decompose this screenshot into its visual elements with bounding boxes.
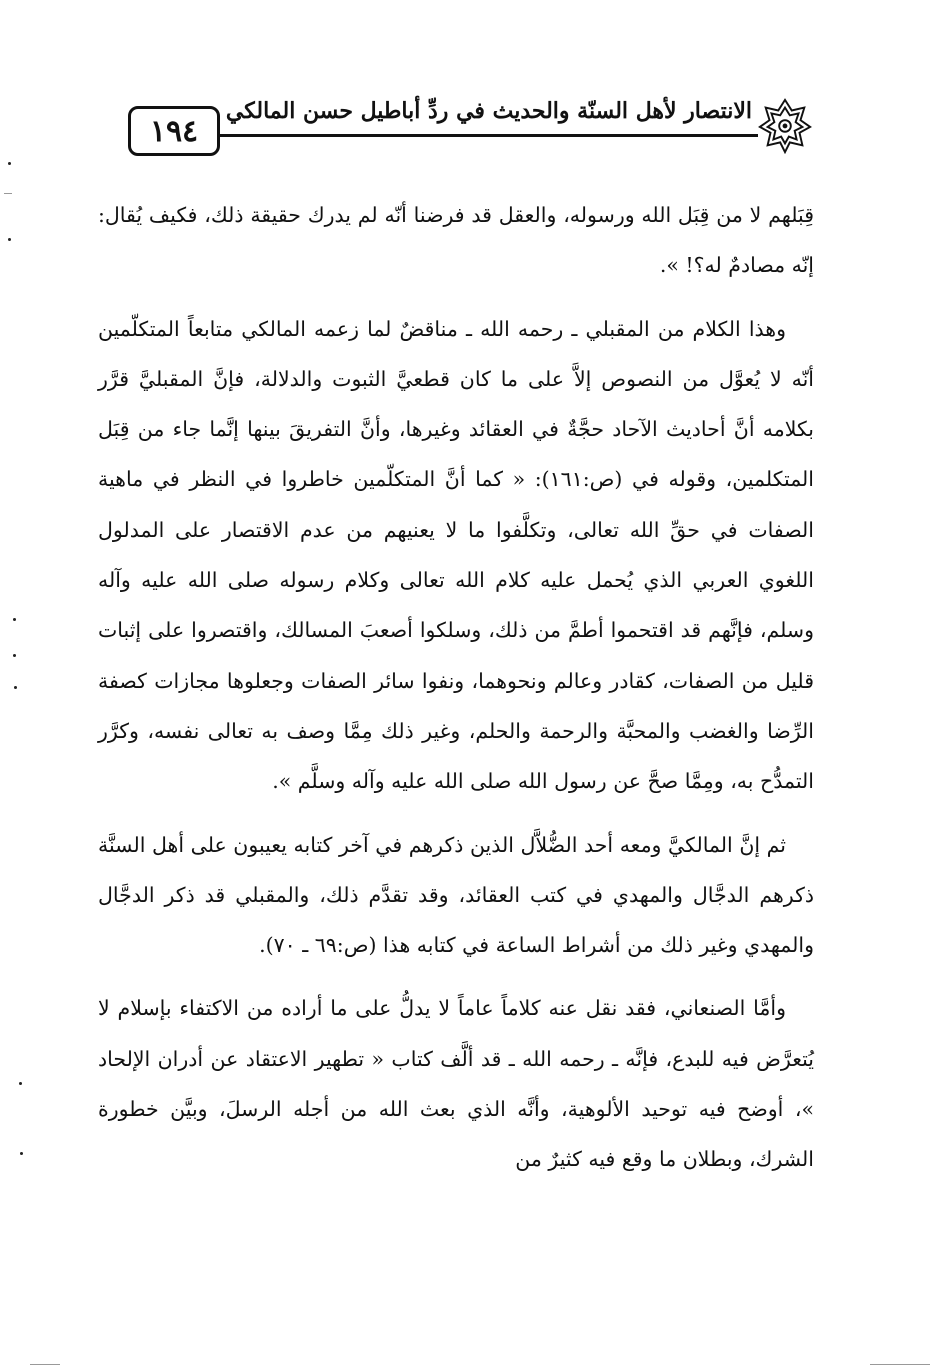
paragraph: وأمَّا الصنعاني، فقد نقل عنه كلاماً عاماً لا يدلُّ على ما أراده من الاكتفاء بإسلام لا يُتعرَّض فيه للبدع، فإنَّه ـ رحمه الله ـ قد ألَّف كتاب « تطهير الاعتقاد عن أدران الإلحاد »، أوضح فيه توحيد الألوهية، وأنَّه الذي بعث الله من أجله الرسلَ، وبيَّن خطورة الشرك، وبطلان ما وقع فيه كثيرٌ من xyxy=(98,996,814,1172)
paragraph: ثم إنَّ المالكيَّ ومعه أحد الضُّلاَّل الذين ذكرهم في آخر كتابه يعيبون على أهل السنَّة ذكرهم الدجَّال والمهدي في كتب العقائد، وقد تقدَّم ذلك، والمقبلي قد ذكر الدجَّال والمهدي وغير ذلك من أشراط الساعة في كتابه هذا (ص:٦٩ ـ ٧٠). xyxy=(98,832,814,958)
scan-speck xyxy=(4,193,12,194)
page-header xyxy=(96,92,814,164)
running-title: الانتصار لأهل السنّة والحديث في ردِّ أباطيل حسن المالكي xyxy=(225,98,752,124)
floral-ornament-icon xyxy=(756,96,814,154)
scan-speck xyxy=(30,1364,60,1365)
scan-speck xyxy=(13,618,16,621)
body-text xyxy=(98,190,814,1198)
scan-speck xyxy=(870,1364,930,1365)
scan-speck xyxy=(8,238,11,241)
scan-speck xyxy=(14,686,17,689)
scan-speck xyxy=(20,1152,23,1155)
scan-speck xyxy=(19,1082,22,1085)
scan-speck xyxy=(13,654,16,657)
paragraph: وهذا الكلام من المقبلي ـ رحمه الله ـ مناقضٌ لما زعمه المالكي متابعاً المتكلّمين أنّه لا يُعوَّل من النصوص إلاَّ على ما كان قطعيَّ الثبوت والدلالة، فإنَّ المقبليَّ قرَّر بكلامه أنَّ أحاديث الآحاد حجَّةٌ في العقائد وغيرها، وأنَّ التفريقَ بينها إنَّما جاء من قِبَل المتكلمين، وقوله في (ص:١٦١): « كما أنَّ المتكلّمين خاطروا في النظر في ماهية الصفات في حقِّ الله تعالى، وتكلَّفوا ما لا يعنيهم من عدم الاقتصار على المدلول اللغوي العربي الذي يُحمل عليه كلام الله تعالى وكلام رسوله صلى الله عليه وآله وسلم، فإنَّهم قد اقتحموا أطمَّ من ذلك، وسلكوا أصعبَ المسالك، واقتصروا على إثبات قليل من الصفات، كقادر وعالم ونحوهما، ونفوا سائر الصفات وجعلوها مجازات كصفة الرِّضا والغضب والمحبَّة والرحمة والحلم، وغير ذلك مِمَّا وصف به تعالى نفسه، وكرَّر التمدُّح به، ومِمَّا صحَّ عن رسول الله صلى الله عليه وآله وسلَّم ». xyxy=(98,316,814,794)
scan-speck xyxy=(8,162,11,165)
paragraph: قِبَلهم لا من قِبَل الله ورسوله، والعقل قد فرضنا أنّه لم يدرك حقيقة ذلك، فكيف يُقال: إنّه مصادمٌ له؟! ». xyxy=(98,203,814,278)
page-number: ١٩٤ xyxy=(128,106,220,156)
header-rule xyxy=(208,134,758,137)
